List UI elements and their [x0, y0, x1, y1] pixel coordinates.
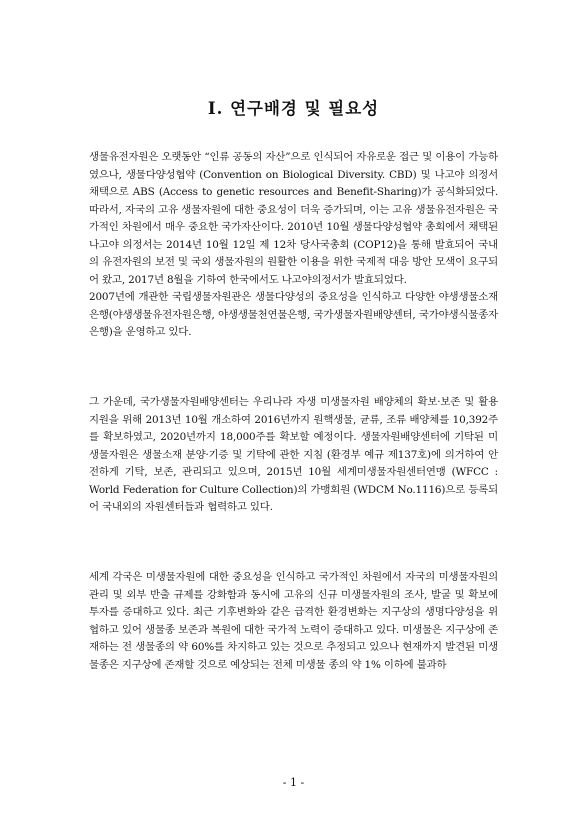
paragraph-nibr: 2007년에 개관한 국립생물자원관은 생물다양성의 중요성을 인식하고 다양한 야생생물소재은행(야생생물유전자원은행, 야생생물천연물은행, 국가생물자원배양센터, 국가야생식물종자은행)을 운영하고 있다.: [89, 291, 498, 338]
paragraph-background: 생물유전자원은 오랫동안 “인류 공동의 자산”으로 인식되어 자유로운 접근 및 이용이 가능하였으나, 생물다양성협약 (Convention on Biological Diversity. CBD) 및 나고야 의정서 채택으로 ABS (Access to genetic resources and Benefit-Sharing)가 공식화되었다. 따라서, 자국의 고유 생물자원에 대한 중요성이 더욱 증가되며, 이는 고유 생물유전자원은 국가적인 차원에서 매우 중요한 국가자산이다. 2010년 10월 생물다양성협약 총회에서 채택된 나고야 의정서는 2014년 10월 12일 제 12차 당사국총회 (COP12)을 통해 발효되어 국내의 유전자원의 보전 및 국외 생물자원의 원활한 이용을 위한 국제적 대응 방안 모색이 요구되어 왔고, 2017년 8월을 기하여 한국에서도 나고야의정서가 발효되었다.: [89, 151, 498, 286]
section-title: Ⅰ. 연구배경 및 필요성: [207, 99, 380, 118]
paragraph-culture-center: 그 가운데, 국가생물자원배양센터는 우리나라 자생 미생물자원 배양체의 확보·보존 및 활용지원을 위해 2013년 10월 개소하여 2016년까지 원핵생물, 균류, 조류 배양체를 10,392주를 확보하였고, 2020년까지 18,000주를 확보할 예정이다. 생물자원배양센터에 기탁된 미생물자원은 생물소재 분양·기증 및 기탁에 관한 지침 (환경부 예규 제137호)에 의거하여 안전하게 기탁, 보존, 관리되고 있으며, 2015년 10월 세계미생물자원센터연맹 (WFCC : World Federation for Culture Collection)의 가맹회원 (WDCM No.1116)으로 등록되어 국내외의 자원센터들과 협력하고 있다.: [89, 396, 498, 513]
page-number: - 1 -: [282, 776, 305, 789]
paragraph-global-trends: 세계 각국은 미생물자원에 대한 중요성을 인식하고 국가적인 차원에서 자국의 미생물자원의 관리 및 외부 반출 규제를 강화함과 동시에 고유의 신규 미생물자원의 조사, 발굴 및 확보에 투자를 증대하고 있다. 최근 기후변화와 같은 급격한 환경변화는 지구상의 생명다양성을 위협하고 있어 생물종 보존과 복원에 대한 국가적 노력이 증대하고 있다. 미생물은 지구상에 존재하는 전 생물종의 약 60%를 차지하고 있는 것으로 추정되고 있으나 현재까지 발견된 미생물종은 지구상에 존재할 것으로 예상되는 전체 미생물 종의 약 1% 이하에 불과하: [89, 571, 498, 671]
